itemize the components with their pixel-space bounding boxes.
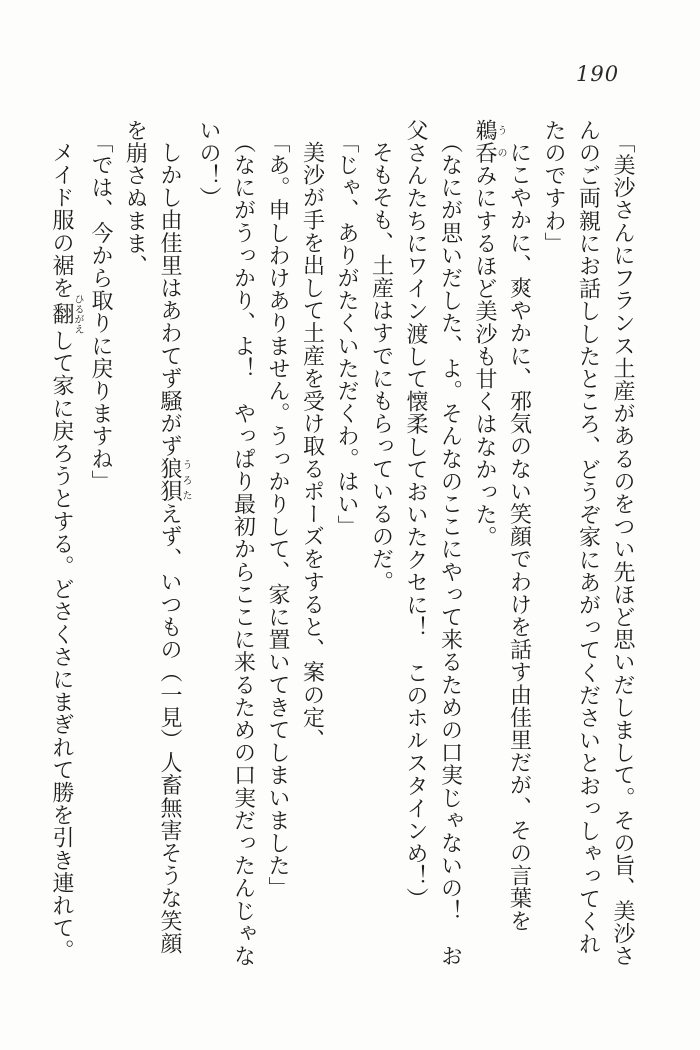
paragraph-dialogue: 「では、今から取りに戻りますね」 [88, 131, 113, 493]
paragraph-inner-thought: （なにが思いだした、よ。そんなのここにやって来るための口実じゃないの！ お父さんたちにワイン渡して懐柔しておいたクセに！ このホルスタインめ！） [403, 119, 463, 968]
furigana-annotation: 狼狽うろた [157, 457, 191, 503]
furigana-annotation: 翻ひるがえ [49, 294, 83, 335]
paragraph-inner-thought: （なにがうっかり、よ！ やっぱり最初からここに来るための口実だったんじゃないの！） [196, 119, 256, 968]
paragraph-dialogue: 「美沙さんにフランス土産があるのをつい先ほど思いだしまして。その旨、美沙さんのご両親にお話ししたところ、どうぞ家にあがってくださいとおっしゃってくれたのですわ」 [541, 119, 635, 968]
page-number: 190 [576, 62, 620, 86]
furigana-annotation: 鵜呑うの [472, 119, 506, 165]
paragraph-narration: にこやかに、爽やかに、邪気のない笑顔でわけを話す由佳里だが、その言葉を鵜呑うのみにするほど美沙も甘くはなかった。 [472, 119, 532, 932]
page-text [44, 119, 640, 977]
paragraph-narration: メイド服の裾を翻ひるがえして家に戻ろうとする。どさくさにまぎれて勝を引き連れて。 [49, 141, 83, 962]
paragraph-narration: そもそも、土産はすでにもらっているのだ。 [368, 141, 394, 593]
paragraph-dialogue: 「あ。申しわけありません。うっかりして、家に置いてきてしまいました」 [265, 131, 290, 900]
paragraph-narration: 美沙が手を出して土産を受け取るポーズをすると、案の定、 [299, 141, 325, 752]
paragraph-narration: しかし由佳里はあわてず騒がず狼狽うろたえず、いつもの（一見）人畜無害そうな笑顔を崩さぬまま、 [122, 119, 191, 955]
paragraph-dialogue: 「じゃ、ありがたくいただくわ。はい」 [334, 131, 359, 538]
